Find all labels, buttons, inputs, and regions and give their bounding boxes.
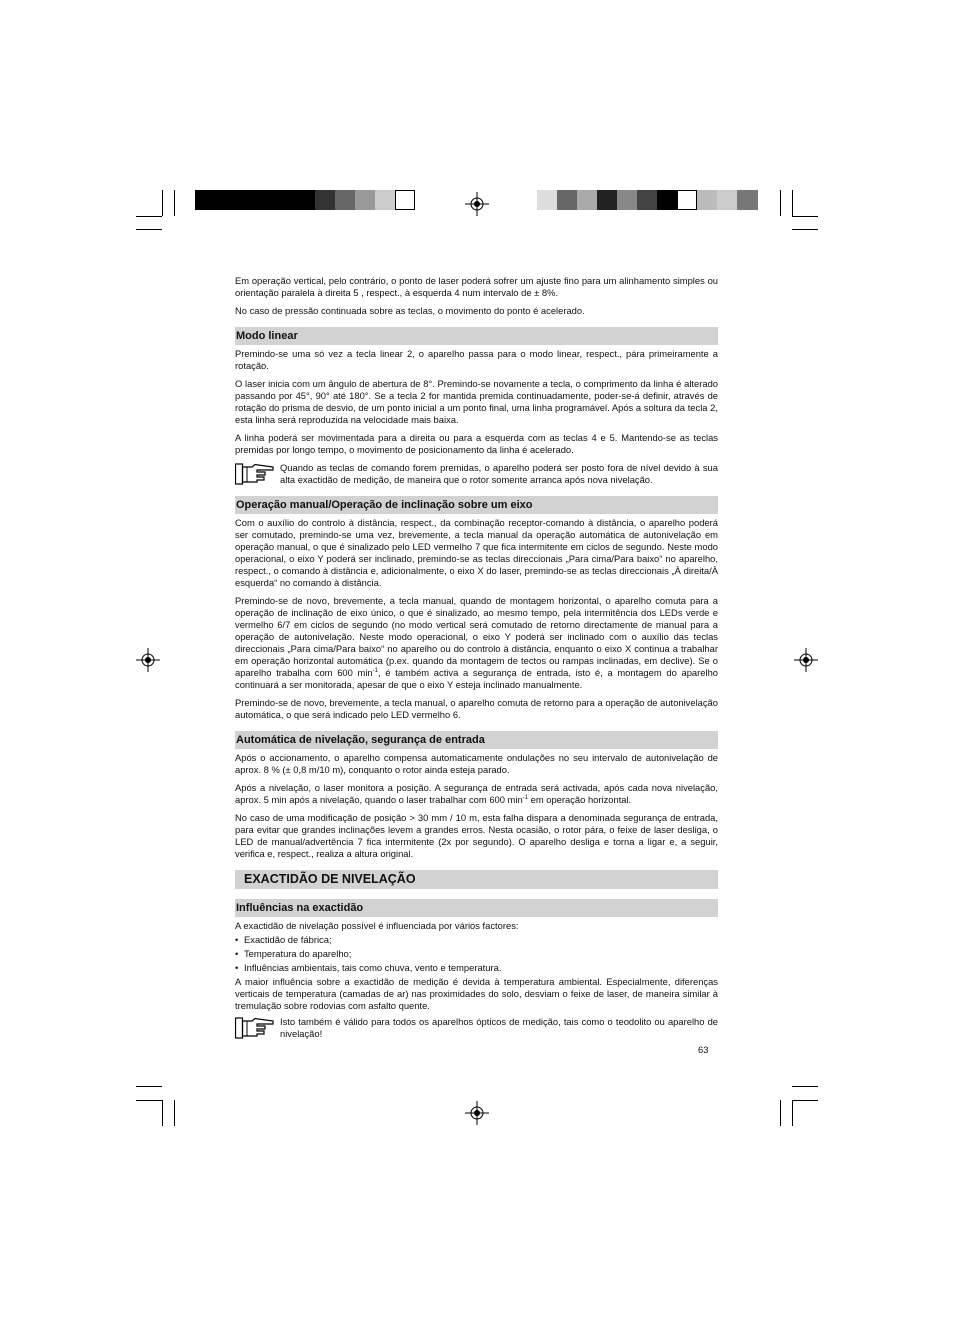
paragraph: A maior influência sobre a exactidão de medição é devida à temperatura ambiental. Especialmente, diferenças verticais de temperatura (camadas de ar) nas proximidades do solo, desviam o feixe de laser, de maneira similar à tremulação sobre rodovias com asfalto quente. xyxy=(235,976,718,1011)
note-block xyxy=(235,1016,718,1040)
crop-mark xyxy=(136,1086,162,1087)
pointing-hand-icon xyxy=(235,463,275,485)
color-swatch xyxy=(717,190,737,210)
print-color-bar-left xyxy=(195,190,415,210)
registration-mark-icon xyxy=(136,648,160,672)
color-swatch xyxy=(537,190,557,210)
note-block xyxy=(235,462,718,486)
paragraph-text: em operação horizontal. xyxy=(528,794,632,805)
superscript: -1 xyxy=(522,794,529,801)
paragraph: A linha poderá ser movimentada para a direita ou para a esquerda com as teclas 4 e 5. Mantendo-se as teclas premidas por longo tempo, o movimento de posicionamento da linha é acelerado. xyxy=(235,432,718,455)
print-color-bar-right xyxy=(537,190,758,210)
color-swatch xyxy=(275,190,295,210)
bullet-symbol: • xyxy=(235,934,239,945)
color-swatch xyxy=(195,190,215,210)
crop-mark xyxy=(792,190,793,216)
paragraph: Premindo-se de novo, brevemente, a tecla manual, o aparelho comuta de retorno para a operação de autonivelação automática, o que será indicado pelo LED vermelho 6. xyxy=(235,697,718,720)
paragraph: Com o auxílio do controlo à distância, respect., da combinação receptor-comando à distância, o aparelho poderá ser comutado, premindo-se uma vez, brevemente, a tecla manual da operação automática de autonivelação em operação manual, o que é sinalizado pelo LED vermelho 7 que fica intermitente em ciclos de segundo. Neste modo operacional, o eixo Y poderá ser inclinado, premindo-se as teclas direccionais „Para cima/Para baixo“ no aparelho, respect., o comando à distância e, adicionalmente, o eixo X do laser, premindo-se as teclas direccionais „À direita/À esquerda“ no comando à distância. xyxy=(235,517,718,588)
crop-mark xyxy=(174,190,175,216)
paragraph-text: , é também activa a segurança de entrada, isto é, a montagem do aparelho continuará a ser monitorada, apesar de que o eixo Y esteja inclinado manualmente. xyxy=(235,667,718,690)
pointing-hand-icon xyxy=(235,1017,275,1039)
color-swatch xyxy=(395,190,415,210)
document-body xyxy=(235,275,718,1046)
paragraph: Em operação vertical, pelo contrário, o ponto de laser poderá sofrer um ajuste fino para um alinhamento simples ou orientação paralela à direita 5 , respect., à esquerda 4 num intervalo de ± 8%. xyxy=(235,275,718,298)
crop-mark xyxy=(792,229,818,230)
section-heading: Automática de nivelação, segurança de entrada xyxy=(235,731,718,749)
color-swatch xyxy=(617,190,637,210)
crop-mark xyxy=(792,1086,818,1087)
color-swatch xyxy=(637,190,657,210)
color-swatch xyxy=(557,190,577,210)
bullet-list xyxy=(235,934,718,974)
color-swatch xyxy=(657,190,677,210)
color-swatch xyxy=(697,190,717,210)
registration-mark-icon xyxy=(465,192,489,216)
bullet-symbol: • xyxy=(235,948,239,959)
color-swatch xyxy=(315,190,335,210)
superscript: -1 xyxy=(372,667,378,674)
paragraph xyxy=(235,595,718,691)
page-number: 63 xyxy=(698,1044,709,1055)
paragraph: Após o accionamento, o aparelho compensa automaticamente ondulações no seu intervalo de autonivelação de aprox. 8 % (± 0,8 m/10 m), conquanto o rotor ainda esteja parado. xyxy=(235,752,718,775)
color-swatch xyxy=(577,190,597,210)
note-text: Quando as teclas de comando forem premidas, o aparelho poderá ser posto fora de nível devido à sua alta exactidão de medição, de maneira que o rotor somente arranca após nova nivelação. xyxy=(280,462,718,485)
crop-mark xyxy=(780,190,781,216)
list-item xyxy=(235,962,718,974)
crop-mark xyxy=(136,229,162,230)
crop-mark xyxy=(780,1100,781,1126)
crop-mark xyxy=(174,1100,175,1126)
paragraph xyxy=(235,782,718,806)
section-heading: Influências na exactidão xyxy=(235,899,718,917)
color-swatch xyxy=(375,190,395,210)
color-swatch xyxy=(597,190,617,210)
color-swatch xyxy=(737,190,758,210)
color-swatch xyxy=(677,190,697,210)
color-swatch xyxy=(355,190,375,210)
registration-mark-icon xyxy=(465,1101,489,1125)
color-swatch xyxy=(215,190,235,210)
note-text: Isto também é válido para todos os aparelhos ópticos de medição, tais como o teodolito ou aparelho de nivelação! xyxy=(280,1016,718,1039)
paragraph: No caso de pressão continuada sobre as teclas, o movimento do ponto é acelerado. xyxy=(235,305,585,316)
color-swatch xyxy=(295,190,315,210)
crop-mark xyxy=(162,1100,163,1126)
section-heading: Operação manual/Operação de inclinação sobre um eixo xyxy=(235,496,718,514)
paragraph-text: Premindo-se de novo, brevemente, a tecla manual, quando de montagem horizontal, o aparelho comuta para a operação de inclinação de eixo único, o que é sinalizado, ao mesmo tempo, pela intermitência dos LEDs verde e vermelho 6/7 em ciclos de segundo (no modo vertical será comutado de retorno directamente de manual para a operação de autonivelação. Neste modo operacional, o eixo Y poderá ser inclinado com o auxílio das teclas direccionais „Para cima/Para baixo“ no aparelho ou do controlo à distância, enquanto o eixo X continua a trabalhar em operação horizontal automática (p.ex. quando da montagem de tectos ou rampas inclinadas, em declive). Se o aparelho trabalha com 600 min xyxy=(235,595,718,678)
crop-mark xyxy=(792,216,818,217)
list-item xyxy=(235,934,718,946)
paragraph: A exactidão de nivelação possível é influenciada por vários factores: xyxy=(235,920,519,931)
paragraph: O laser inicia com um ângulo de abertura de 8°. Premindo-se novamente a tecla, o comprimento da linha é alterado passando por 45°, 90° até 180°. Se a tecla 2 for mantida premida continuadamente, poder-se-á definir, através de rotação do prisma de desvio, de um ponto inicial a um ponto final, uma linha programável. Após a soltura da tecla 2, esta linha será reproduzida na velocidade mais baixa. xyxy=(235,378,718,425)
paragraph-text: Após a nivelação, o laser monitora a posição. A segurança de entrada será activada, após cada nova nivelação, aprox. 5 min após a nivelação, quando o laser trabalhar com 600 min xyxy=(235,782,718,805)
crop-mark xyxy=(792,1100,793,1126)
paragraph: Premindo-se uma só vez a tecla linear 2, o aparelho passa para o modo linear, respect., pára primeiramente a rotação. xyxy=(235,348,718,371)
crop-mark xyxy=(136,216,162,217)
crop-mark xyxy=(136,1100,162,1101)
crop-mark xyxy=(792,1100,818,1101)
section-heading: Modo linear xyxy=(235,327,718,345)
registration-mark-icon xyxy=(794,648,818,672)
chapter-heading: EXACTIDÃO DE NIVELAÇÃO xyxy=(235,870,718,889)
list-item-text: Influências ambientais, tais como chuva, vento e temperatura. xyxy=(244,962,502,973)
color-swatch xyxy=(255,190,275,210)
list-item-text: Temperatura do aparelho; xyxy=(244,948,352,959)
color-swatch xyxy=(335,190,355,210)
bullet-symbol: • xyxy=(235,962,239,973)
color-swatch xyxy=(235,190,255,210)
list-item xyxy=(235,948,718,960)
crop-mark xyxy=(162,190,163,216)
list-item-text: Exactidão de fábrica; xyxy=(244,934,332,945)
paragraph: No caso de uma modificação de posição > 30 mm / 10 m, esta falha dispara a denominada segurança de entrada, para evitar que grandes inclinações levem a grandes erros. Nesta ocasião, o rotor pára, o feixe de laser desliga, o LED de manual/advertência 7 fica intermitente (2x por segundo). O aparelho desliga e torna a ligar e, a seguir, verifica e, respect., realiza a altura original. xyxy=(235,812,718,859)
